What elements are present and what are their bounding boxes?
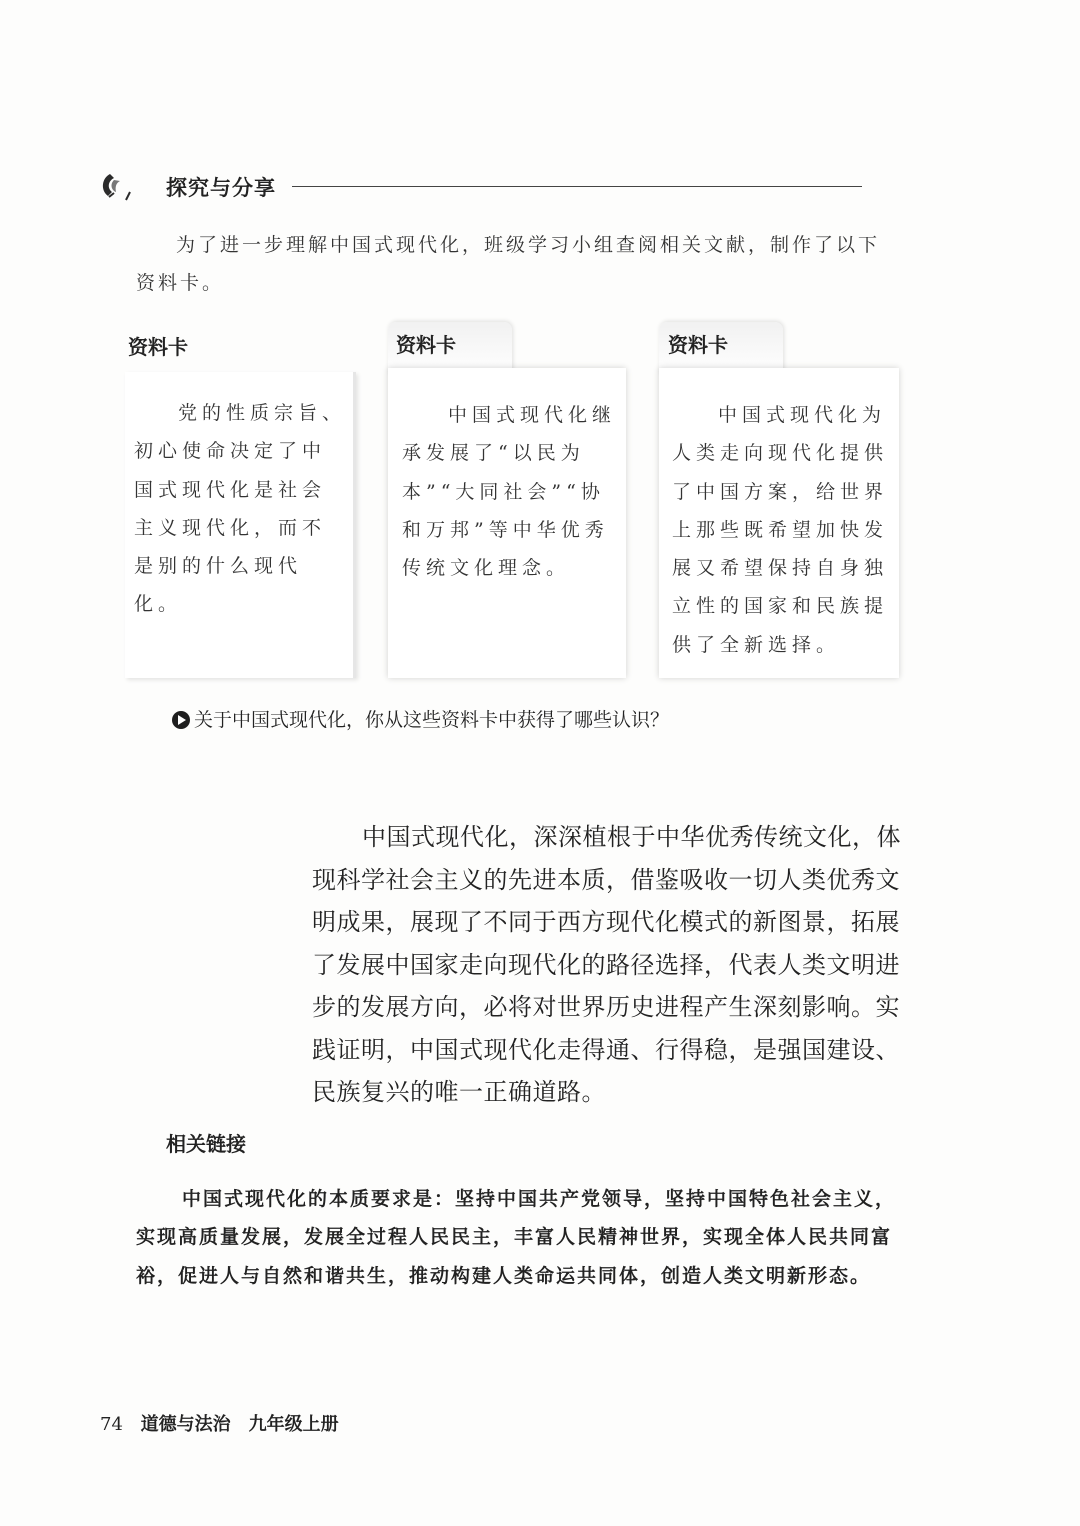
card-2-label: 资料卡 bbox=[396, 333, 456, 357]
section-title: 探究与分享 bbox=[166, 176, 276, 200]
intro-paragraph: 为了进一步理解中国式现代化，班级学习小组查阅相关文献，制作了以下资料卡。 bbox=[136, 234, 881, 294]
card-3-label: 资料卡 bbox=[668, 333, 728, 357]
card-1-text: 党的性质宗旨、初心使命决定了中国式现代化是社会主义现代化，而不是别的什么现代化。 bbox=[134, 402, 347, 616]
page-footer bbox=[100, 1410, 339, 1436]
section-rule bbox=[292, 186, 862, 187]
related-title: 相关链接 bbox=[166, 1132, 246, 1156]
play-bullet-icon bbox=[172, 711, 190, 729]
card-3-text: 中国式现代化为人类走向现代化提供了中国方案，给世界上那些既希望加快发展又希望保持自身独立性的国家和民族提供了全新选择。 bbox=[672, 404, 889, 656]
question-text: 关于中国式现代化，你从这些资料卡中获得了哪些认识？ bbox=[194, 709, 670, 731]
card-1-label: 资料卡 bbox=[128, 335, 188, 359]
page-number: 74 bbox=[100, 1414, 123, 1435]
related-text: 中国式现代化的本质要求是：坚持中国共产党领导，坚持中国特色社会主义，实现高质量发展，发展全过程人民民主，丰富人民精神世界，实现全体人民共同富裕，促进人与自然和谐共生，推动构建人类命运共同体，创造人类文明新形态。 bbox=[136, 1188, 897, 1287]
card-2-text: 中国式现代化继承发展了“以民为本”“大同社会”“协和万邦”等中华优秀传统文化理念。 bbox=[402, 404, 617, 580]
book-title: 道德与法治 九年级上册 bbox=[140, 1414, 339, 1435]
explore-share-icon bbox=[96, 166, 136, 206]
main-paragraph: 中国式现代化，深深植根于中华优秀传统文化，体现科学社会主义的先进本质，借鉴吸收一切人类优秀文明成果，展现了不同于西方现代化模式的新图景，拓展了发展中国家走向现代化的路径选择，代表人类文明进步的发展方向，必将对世界历史进程产生深刻影响。实践证明，中国式现代化走得通、行得稳，是强国建设、民族复兴的唯一正确道路。 bbox=[312, 823, 901, 1106]
